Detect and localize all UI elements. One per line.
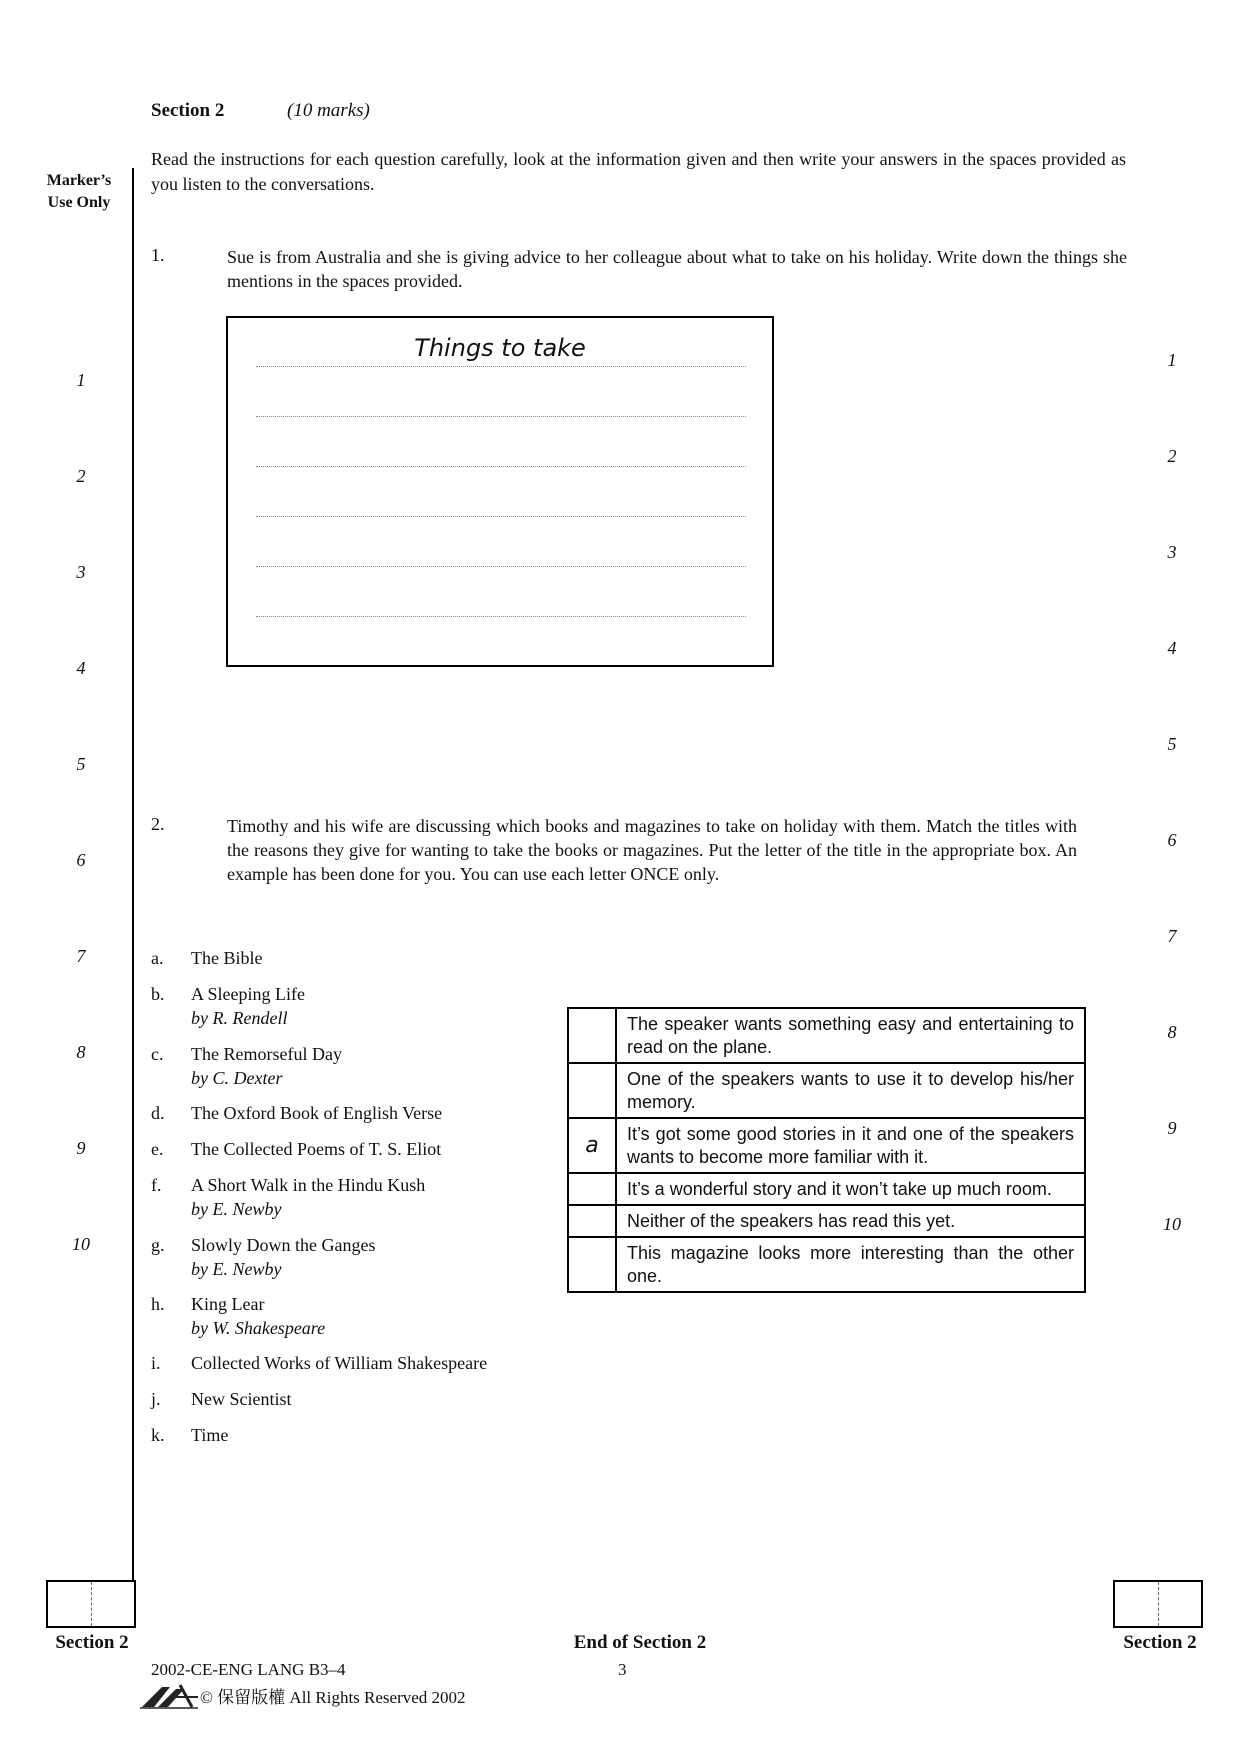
paper-code: 2002-CE-ENG LANG B3–4 [151, 1660, 346, 1679]
right-mark-number: 4 [1167, 638, 1177, 658]
reason-text: The speaker wants something easy and entertaining to read on the plane. [616, 1008, 1085, 1063]
left-section-label: Section 2 [55, 1632, 129, 1653]
option-title: A Short Walk in the Hindu Kush [191, 1175, 426, 1195]
answer-box[interactable] [568, 1205, 616, 1237]
right-mark-number: 3 [1167, 542, 1177, 562]
question2-number: 2. [151, 814, 165, 834]
matching-row [568, 1008, 1085, 1063]
answer-line-4[interactable] [256, 566, 746, 567]
left-mark-number: 6 [76, 850, 86, 870]
right-mark-number: 6 [1167, 830, 1177, 850]
option-title: King Lear [191, 1294, 265, 1314]
reason-text: It’s a wonderful story and it won’t take up much room. [616, 1173, 1085, 1205]
reason-text: This magazine looks more interesting than the other one. [616, 1237, 1085, 1292]
answer-line-5[interactable] [256, 616, 746, 617]
matching-row [568, 1205, 1085, 1237]
answer-box[interactable] [568, 1063, 616, 1118]
right-mark-number: 2 [1167, 446, 1177, 466]
section-marks: (10 marks) [287, 100, 370, 121]
option-title: The Bible [191, 948, 263, 968]
page-number: 3 [618, 1660, 627, 1679]
option-letter: i. [151, 1353, 161, 1373]
reason-text: Neither of the speakers has read this yet. [616, 1205, 1085, 1237]
left-mark-number: 2 [76, 466, 86, 486]
option-author: by W. Shakespeare [191, 1318, 326, 1338]
right-mark-number: 8 [1167, 1022, 1177, 1042]
left-mark-number: 1 [76, 370, 86, 390]
option-letter: c. [151, 1044, 164, 1064]
left-score-box[interactable] [46, 1580, 136, 1628]
right-mark-number: 10 [1163, 1214, 1181, 1234]
option-author: by R. Rendell [191, 1008, 288, 1028]
things-to-take-box [226, 316, 774, 667]
things-to-take-title: Things to take [414, 334, 586, 362]
section-title: Section 2 [151, 100, 225, 121]
answer-box[interactable] [568, 1237, 616, 1292]
question2-text: Timothy and his wife are discussing which books and magazines to take on holiday with them. Match the titles with the reasons they give for wanting to take the books or magazines. Put the letter of the title in the appropriate box. An example has been done for you. You can use each letter ONCE only. [227, 816, 1077, 884]
option-author: by C. Dexter [191, 1068, 283, 1088]
matching-row [568, 1063, 1085, 1118]
answer-box[interactable] [568, 1008, 616, 1063]
matching-row [568, 1118, 1085, 1173]
option-letter: b. [151, 984, 165, 1004]
answer-line-2[interactable] [256, 466, 746, 467]
left-mark-number: 5 [76, 754, 86, 774]
left-mark-number: 3 [76, 562, 86, 582]
right-mark-number: 5 [1167, 734, 1177, 754]
option-title: A Sleeping Life [191, 984, 305, 1004]
option-author: by E. Newby [191, 1199, 282, 1219]
answer-box[interactable] [568, 1173, 616, 1205]
score-box-divider [91, 1582, 92, 1626]
option-letter: k. [151, 1425, 165, 1445]
option-letter: a. [151, 948, 164, 968]
option-letter: j. [151, 1389, 161, 1409]
marker-use-label [34, 170, 124, 214]
margin-rule [132, 168, 134, 1580]
option-title: Collected Works of William Shakespeare [191, 1353, 488, 1373]
rights-notice: © 保留版權 All Rights Reserved 2002 [200, 1688, 466, 1707]
question1-text: Sue is from Australia and she is giving advice to her colleague about what to take on his holiday. Write down the things she mentions in the spaces provided. [227, 247, 1127, 291]
option-author: by E. Newby [191, 1259, 282, 1279]
answer-line-header-rule [256, 366, 746, 367]
end-of-section-label: End of Section 2 [573, 1632, 707, 1653]
option-letter: e. [151, 1139, 164, 1159]
right-mark-number: 1 [1167, 350, 1177, 370]
hkeaa-logo-icon [140, 1681, 200, 1709]
option-title: The Remorseful Day [191, 1044, 342, 1064]
marker-label-line1: Marker’s [46, 172, 112, 189]
right-mark-number: 9 [1167, 1118, 1177, 1138]
right-section-label: Section 2 [1123, 1632, 1197, 1653]
left-mark-number: 7 [76, 946, 86, 966]
left-mark-number: 10 [72, 1234, 90, 1254]
option-letter: g. [151, 1235, 165, 1255]
answer-line-3[interactable] [256, 516, 746, 517]
option-title: New Scientist [191, 1389, 292, 1409]
option-title: The Collected Poems of T. S. Eliot [191, 1139, 442, 1159]
left-mark-number: 9 [76, 1138, 86, 1158]
left-mark-number: 4 [76, 658, 86, 678]
matching-row [568, 1173, 1085, 1205]
option-letter: h. [151, 1294, 165, 1314]
left-mark-number: 8 [76, 1042, 86, 1062]
option-title: Slowly Down the Ganges [191, 1235, 376, 1255]
question1-number: 1. [151, 245, 165, 265]
option-letter: d. [151, 1103, 165, 1123]
option-letter: f. [151, 1175, 162, 1195]
right-score-box[interactable] [1113, 1580, 1203, 1628]
example-answer-box: a [568, 1118, 616, 1173]
marker-label-line2: Use Only [47, 194, 111, 211]
option-title: The Oxford Book of English Verse [191, 1103, 443, 1123]
answer-line-1[interactable] [256, 416, 746, 417]
reason-text: It’s got some good stories in it and one of the speakers wants to become more familiar with it. [616, 1118, 1085, 1173]
matching-table [567, 1007, 1086, 1293]
right-mark-number: 7 [1167, 926, 1177, 946]
instructions: Read the instructions for each question carefully, look at the information given and then write your answers in the spaces provided as you listen to the conversations. [151, 149, 1126, 194]
option-title: Time [191, 1425, 229, 1445]
reason-text: One of the speakers wants to use it to develop his/her memory. [616, 1063, 1085, 1118]
score-box-divider [1158, 1582, 1159, 1626]
matching-row [568, 1237, 1085, 1292]
